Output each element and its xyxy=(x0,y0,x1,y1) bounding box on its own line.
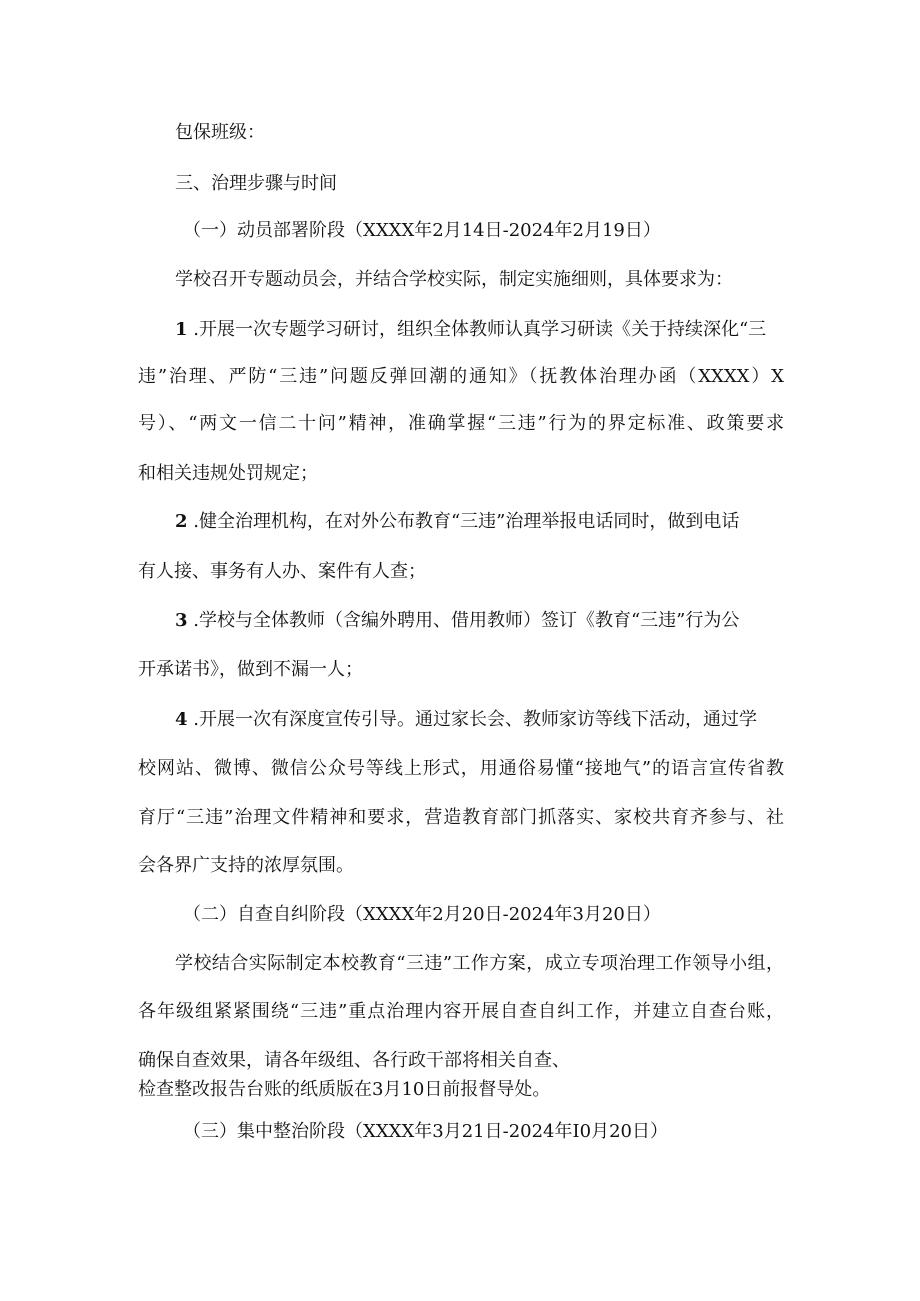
item-1-line-3: 号）、“两文一信二十问”精神，准确掌握“三违”行为的界定标准、政策要求 xyxy=(138,413,784,434)
paragraph-2-line-1: 学校结合实际制定本校教育“三违”工作方案，成立专项治理工作领导小组， xyxy=(175,953,784,974)
paragraph-intro: 学校召开专题动员会，并结合学校实际，制定实施细则，具体要求为： xyxy=(175,269,733,290)
item-4-line-4: 会各界广支持的浓厚氛围。 xyxy=(138,855,354,876)
paragraph-2-line-3: 确保自查效果，请各年级组、各行政干部将相关自查、 xyxy=(138,1050,570,1071)
item-1-number: 1 xyxy=(175,319,188,340)
item-3-text-a: .学校与全体教师（含编外聘用、借用教师）签订《教育“三违”行为公 xyxy=(187,610,740,631)
item-3-number: 3 xyxy=(175,610,188,631)
item-3-line-2: 开承诺书》，做到不漏一人； xyxy=(138,659,363,680)
item-2-line-2: 有人接、事务有人办、案件有人查； xyxy=(138,561,426,582)
item-2-line-1 xyxy=(175,510,739,534)
stage-heading-2: （二）自查自纠阶段（XXXX年2月20日-2024年3月20日） xyxy=(183,904,661,925)
text-line-bao-bao-banji: 包保班级： xyxy=(175,122,265,143)
stage-heading-1: （一）动员部署阶段（XXXX年2月14日-2024年2月19日） xyxy=(183,220,661,241)
section-heading-3: 三、治理步骤与时间 xyxy=(175,173,337,194)
item-1-text-a: .开展一次专题学习研讨，组织全体教师认真学习研读《关于持续深化“三 xyxy=(187,319,767,340)
paragraph-2-line-2: 各年级组紧紧围绕“三违”重点治理内容开展自查自纠工作，并建立自查台账， xyxy=(138,1001,784,1022)
item-4-text-a: .开展一次有深度宣传引导。通过家长会、教师家访等线下活动，通过学 xyxy=(187,709,757,730)
item-4-number: 4 xyxy=(175,709,188,730)
item-1-line-4: 和相关违规处罚规定； xyxy=(138,463,318,484)
paragraph-2-line-4: 检查整改报告台账的纸质版在3月10日前报督导处。 xyxy=(138,1079,551,1100)
item-3-line-1 xyxy=(175,609,739,633)
item-2-text-a: .健全治理机构，在对外公布教育“三违”治理举报电话同时，做到电话 xyxy=(187,511,740,532)
item-4-line-1 xyxy=(175,708,757,732)
item-1-line-2: 违”治理、严防“三违”问题反弹回潮的通知》（抚教体治理办函（XXXX）X xyxy=(138,366,784,387)
item-4-line-3: 育厅“三违”治理文件精神和要求，营造教育部门抓落实、家校共育齐参与、社 xyxy=(138,807,784,828)
item-2-number: 2 xyxy=(175,511,188,532)
item-4-line-2: 校网站、微博、微信公众号等线上形式，用通俗易懂“接地气”的语言宣传省教 xyxy=(138,758,784,779)
stage-heading-3: （三）集中整治阶段（XXXX年3月21日-2024年I0月20日） xyxy=(183,1121,668,1142)
item-1-line-1 xyxy=(175,318,766,342)
